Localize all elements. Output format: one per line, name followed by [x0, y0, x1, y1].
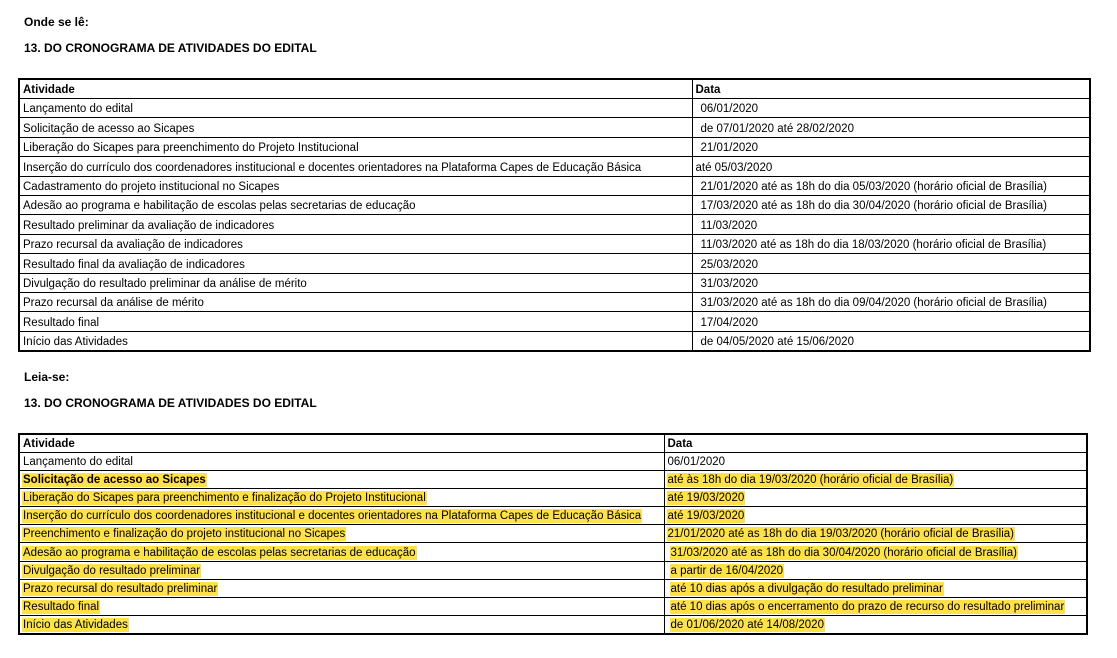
- activity-cell: Cadastramento do projeto institucional no Sicapes: [19, 176, 692, 195]
- date-cell: 06/01/2020: [664, 453, 1087, 471]
- activity-cell: [19, 579, 664, 597]
- section-title-corrected: 13. DO CRONOGRAMA DE ATIVIDADES DO EDITAL: [24, 396, 317, 410]
- activity-cell: [19, 489, 664, 507]
- date-cell: 17/03/2020 até as 18h do dia 30/04/2020 (horário oficial de Brasília): [692, 195, 1090, 214]
- date-cell: 31/03/2020: [692, 273, 1090, 292]
- activity-cell: Lançamento do edital: [19, 99, 692, 118]
- table-row: [19, 597, 1087, 615]
- table-row: [19, 489, 1087, 507]
- highlighted-text: até 19/03/2020: [667, 510, 745, 523]
- activity-cell: Prazo recursal da análise de mérito: [19, 292, 692, 311]
- date-cell: até 05/03/2020: [692, 157, 1090, 176]
- activity-cell: Divulgação do resultado preliminar da análise de mérito: [19, 273, 692, 292]
- date-cell: [664, 543, 1087, 561]
- date-cell: [664, 507, 1087, 525]
- highlighted-text: a partir de 16/04/2020: [670, 564, 784, 577]
- table-row: [19, 471, 1087, 489]
- date-cell: [664, 489, 1087, 507]
- activity-cell: Adesão ao programa e habilitação de escolas pelas secretarias de educação: [19, 195, 692, 214]
- date-cell: [664, 525, 1087, 543]
- highlighted-text: Inserção do currículo dos coordenadores institucional e docentes orientadores na Plataforma Capes de Educação Básica: [23, 510, 642, 523]
- table-header-row: [19, 434, 1087, 453]
- activity-cell: [19, 525, 664, 543]
- date-cell: 21/01/2020 até as 18h do dia 05/03/2020 (horário oficial de Brasília): [692, 176, 1090, 195]
- table-row: [19, 453, 1087, 471]
- table-row: [19, 331, 1090, 351]
- table-row: [19, 292, 1090, 311]
- activity-cell: [19, 597, 664, 615]
- table-row: [19, 118, 1090, 137]
- highlighted-text: até 19/03/2020: [667, 492, 745, 505]
- table-row: [19, 176, 1090, 195]
- highlighted-text: Início das Atividades: [23, 618, 128, 631]
- activity-cell: Prazo recursal da avaliação de indicadores: [19, 234, 692, 253]
- date-cell: [664, 471, 1087, 489]
- date-cell: 17/04/2020: [692, 312, 1090, 331]
- date-cell: 11/03/2020: [692, 215, 1090, 234]
- highlighted-text: Resultado final: [23, 600, 100, 613]
- activity-cell: [19, 561, 664, 579]
- highlighted-text: de 01/06/2020 até 14/08/2020: [670, 618, 824, 631]
- activity-cell: Liberação do Sicapes para preenchimento do Projeto Institucional: [19, 137, 692, 156]
- table-row: [19, 157, 1090, 176]
- highlighted-text: Solicitação de acesso ao Sicapes: [23, 474, 206, 487]
- table-row: [19, 254, 1090, 273]
- highlighted-text: Liberação do Sicapes para preenchimento e finalização do Projeto Institucional: [23, 492, 426, 505]
- column-header-date: Data: [692, 79, 1090, 99]
- highlighted-text: até às 18h do dia 19/03/2020 (horário oficial de Brasília): [667, 474, 954, 487]
- schedule-table-corrected: [18, 433, 1088, 635]
- column-header-activity: Atividade: [19, 434, 664, 453]
- table-row: [19, 99, 1090, 118]
- date-cell: [664, 615, 1087, 634]
- date-cell: 21/01/2020: [692, 137, 1090, 156]
- date-cell: de 07/01/2020 até 28/02/2020: [692, 118, 1090, 137]
- highlighted-text: Adesão ao programa e habilitação de escolas pelas secretarias de educação: [23, 546, 416, 559]
- highlighted-text: Prazo recursal do resultado preliminar: [23, 582, 218, 595]
- date-cell: [664, 597, 1087, 615]
- date-cell: 31/03/2020 até as 18h do dia 09/04/2020 (horário oficial de Brasília): [692, 292, 1090, 311]
- column-header-date: Data: [664, 434, 1087, 453]
- date-cell: 11/03/2020 até as 18h do dia 18/03/2020 (horário oficial de Brasília): [692, 234, 1090, 253]
- activity-cell: [19, 615, 664, 634]
- activity-cell: Resultado final: [19, 312, 692, 331]
- activity-cell: Resultado final da avaliação de indicadores: [19, 254, 692, 273]
- section-title-original: 13. DO CRONOGRAMA DE ATIVIDADES DO EDITAL: [24, 41, 317, 55]
- section-label-corrected: Leia-se:: [24, 370, 70, 384]
- table-row: [19, 507, 1087, 525]
- date-cell: 06/01/2020: [692, 99, 1090, 118]
- table-row: [19, 273, 1090, 292]
- schedule-table-original: [18, 78, 1091, 352]
- date-cell: de 04/05/2020 até 15/06/2020: [692, 331, 1090, 351]
- table-row: [19, 234, 1090, 253]
- activity-cell: [19, 507, 664, 525]
- highlighted-text: até 10 dias após o encerramento do prazo de recurso do resultado preliminar: [670, 600, 1065, 613]
- table-row: [19, 215, 1090, 234]
- activity-cell: Início das Atividades: [19, 331, 692, 351]
- table-row: [19, 543, 1087, 561]
- date-cell: [664, 561, 1087, 579]
- activity-cell: [19, 543, 664, 561]
- highlighted-text: Divulgação do resultado preliminar: [23, 564, 201, 577]
- table-row: [19, 561, 1087, 579]
- highlighted-text: Preenchimento e finalização do projeto institucional no Sicapes: [23, 528, 346, 541]
- column-header-activity: Atividade: [19, 79, 692, 99]
- table-row: [19, 525, 1087, 543]
- date-cell: [664, 579, 1087, 597]
- table-row: [19, 615, 1087, 634]
- date-cell: 25/03/2020: [692, 254, 1090, 273]
- activity-cell: Solicitação de acesso ao Sicapes: [19, 118, 692, 137]
- table-header-row: [19, 79, 1090, 99]
- activity-cell: Inserção do currículo dos coordenadores institucional e docentes orientadores na Plataforma Capes de Educação Básica: [19, 157, 692, 176]
- activity-cell: Lançamento do edital: [19, 453, 664, 471]
- activity-cell: [19, 471, 664, 489]
- table-row: [19, 137, 1090, 156]
- highlighted-text: 31/03/2020 até as 18h do dia 30/04/2020 (horário oficial de Brasília): [670, 546, 1018, 559]
- highlighted-text: até 10 dias após a divulgação do resultado preliminar: [670, 582, 943, 595]
- highlighted-text: 21/01/2020 até as 18h do dia 19/03/2020 (horário oficial de Brasília): [667, 528, 1015, 541]
- table-row: [19, 195, 1090, 214]
- section-label-original: Onde se lê:: [24, 15, 89, 29]
- table-row: [19, 312, 1090, 331]
- activity-cell: Resultado preliminar da avaliação de indicadores: [19, 215, 692, 234]
- table-row: [19, 579, 1087, 597]
